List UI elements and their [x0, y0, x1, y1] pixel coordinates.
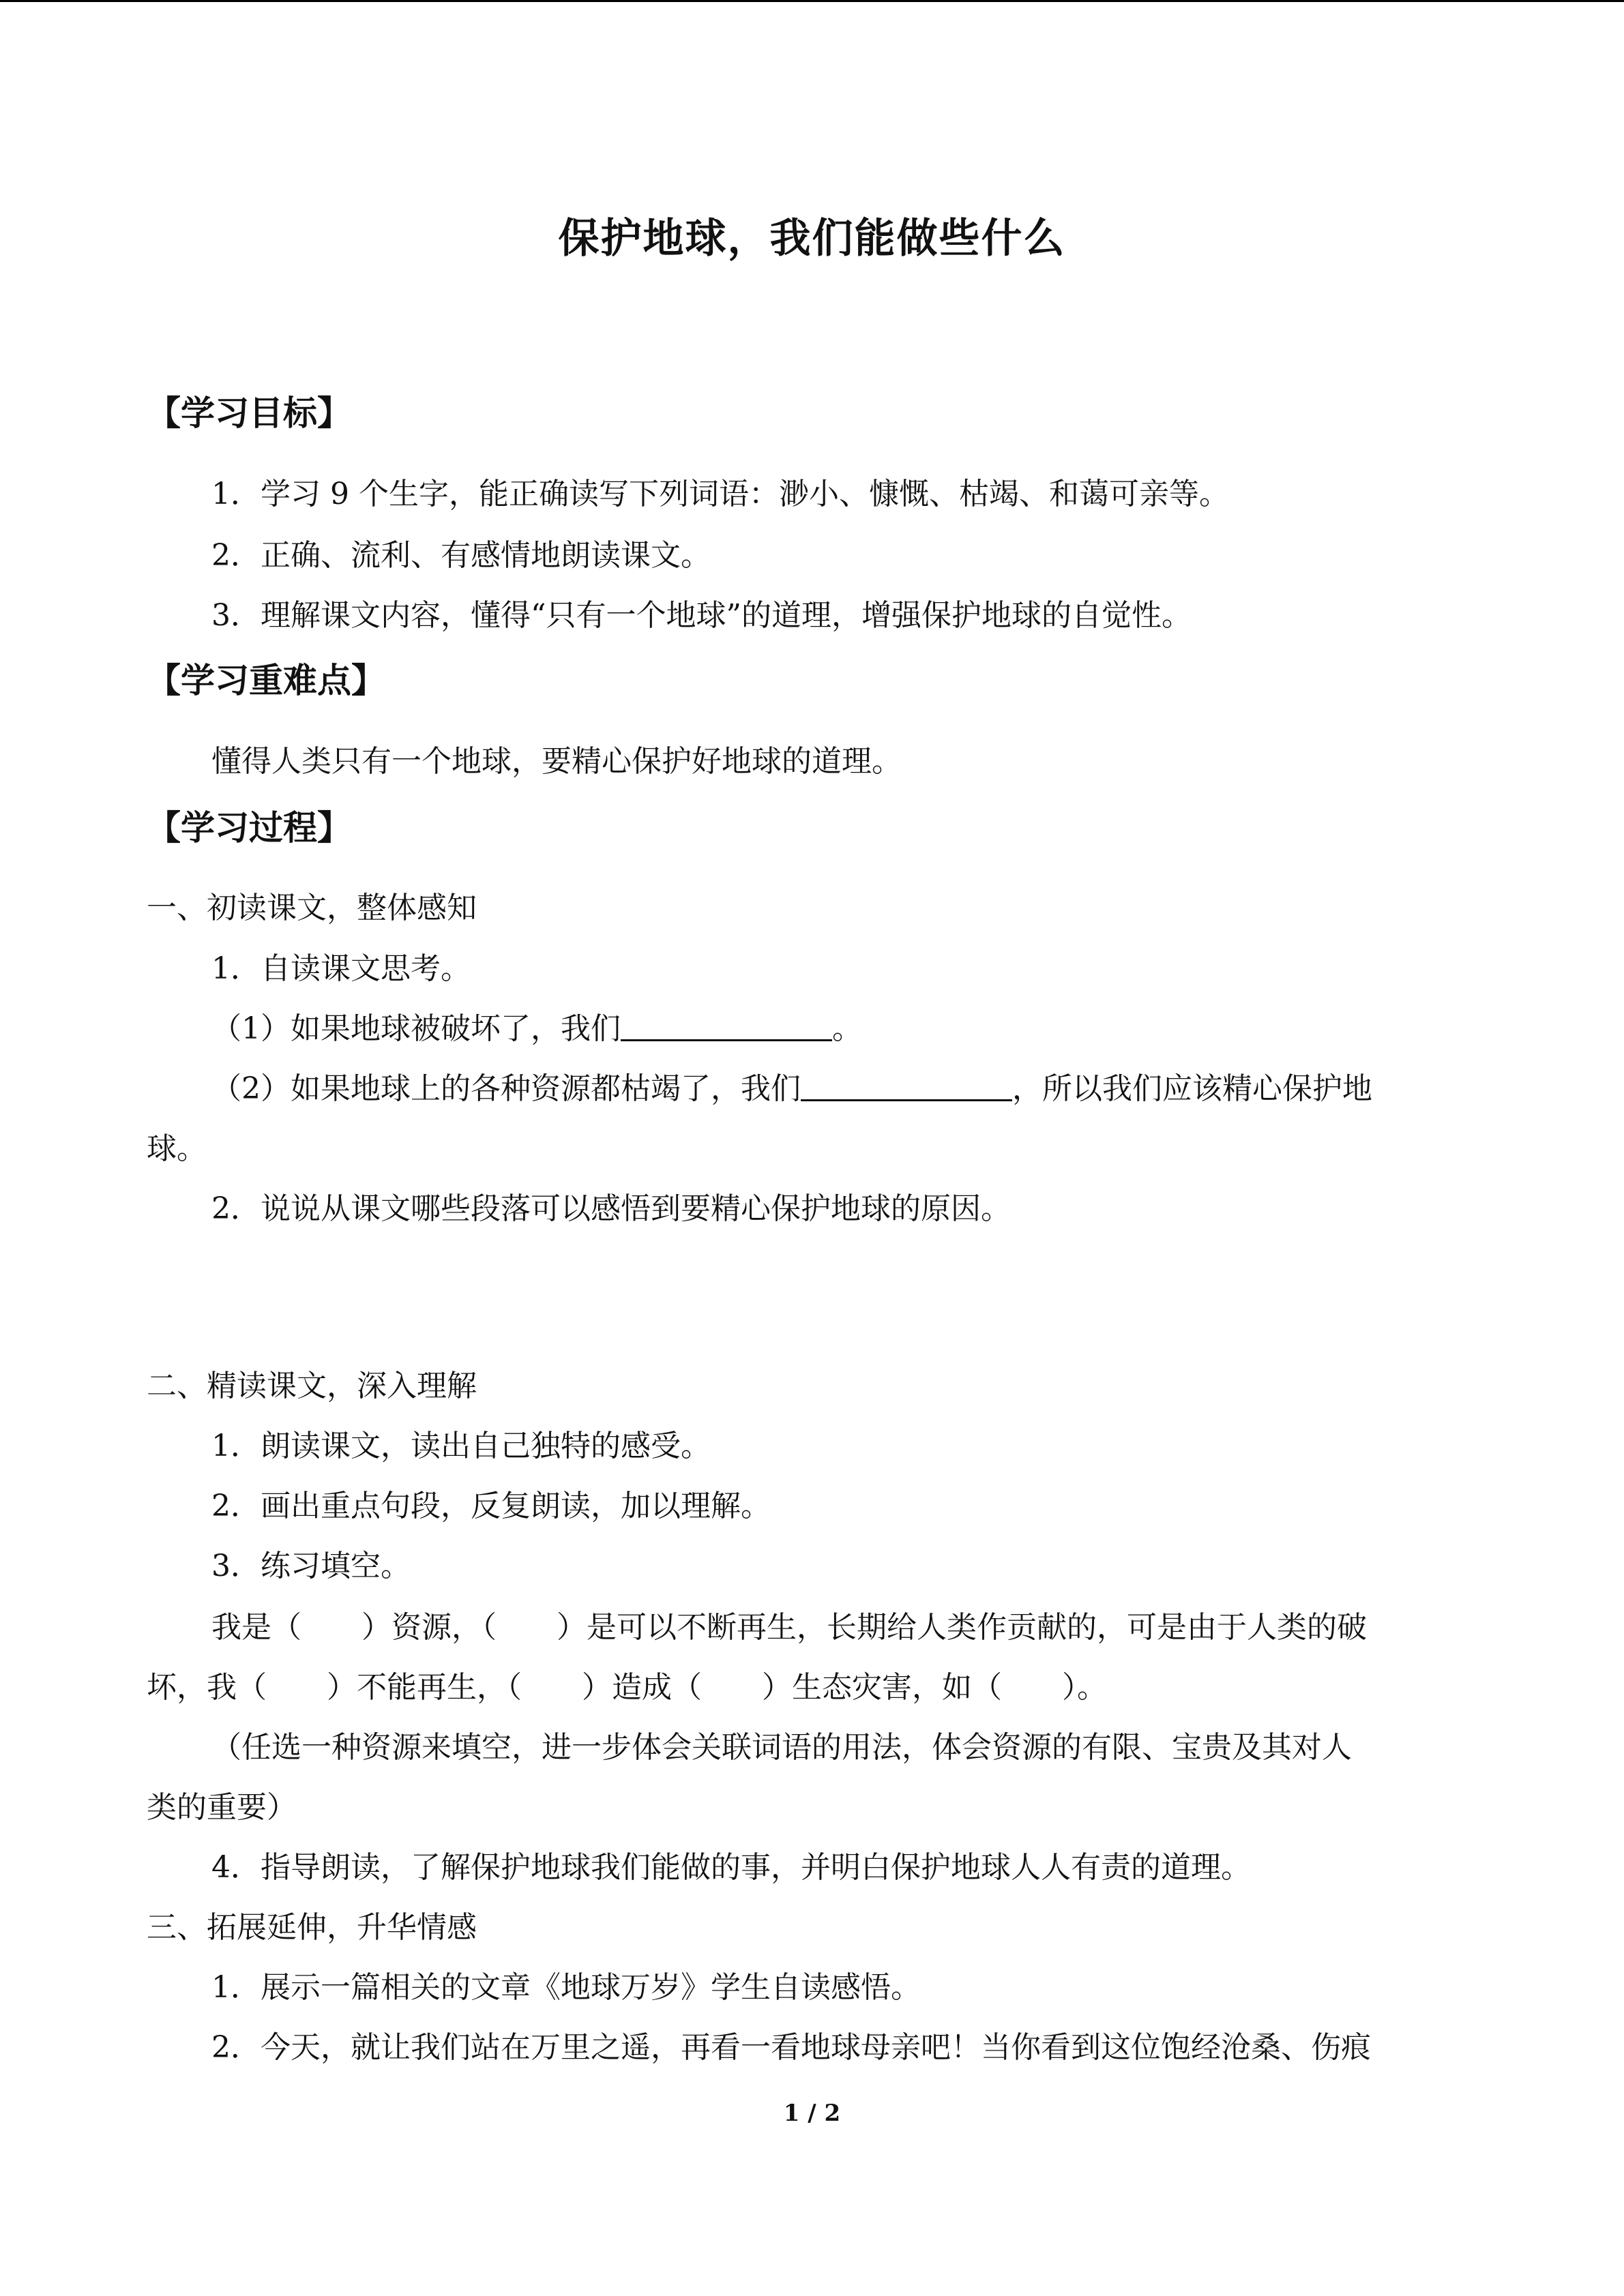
question-2-text: （2）如果地球上的各种资源都枯竭了，我们	[211, 1071, 801, 1106]
question-1-end: 。	[832, 1011, 862, 1046]
part1-heading: 一、初读课文，整体感知	[147, 891, 477, 925]
part3-item-2: 2．今天，就让我们站在万里之遥，再看一看地球母亲吧！当你看到这位饱经沧桑、伤痕	[211, 2030, 1371, 2065]
part1-item-1: 1．自读课文思考。	[211, 951, 471, 986]
note-line-1: （任选一种资源来填空，进一步体会关联词语的用法，体会资源的有限、宝贵及其对人	[211, 1730, 1352, 1765]
part2-heading: 二、精读课文，深入理解	[147, 1369, 477, 1403]
fill-in-line-1: 我是（ ）资源，（ ）是可以不断再生，长期给人类作贡献的，可是由于人类的破	[211, 1610, 1367, 1645]
part3-item-1: 1．展示一篇相关的文章《地球万岁》学生自读感悟。	[211, 1970, 921, 2005]
page-number: 1 / 2	[783, 2100, 841, 2127]
keypoints-heading: 【学习重难点】	[147, 661, 385, 700]
goal-item-1: 1．学习 9 个生字，能正确读写下列词语：渺小、慷慨、枯竭、和蔼可亲等。	[211, 477, 1229, 511]
process-heading: 【学习过程】	[147, 808, 351, 848]
answer-blank-1[interactable]	[621, 1007, 832, 1041]
part1-item-2: 2．说说从课文哪些段落可以感悟到要精心保护地球的原因。	[211, 1191, 1011, 1226]
goal-item-2: 2．正确、流利、有感情地朗读课文。	[211, 538, 711, 573]
part3-heading: 三、拓展延伸，升华情感	[147, 1910, 477, 1945]
question-2-end: ，所以我们应该精心保护地	[1012, 1071, 1372, 1106]
part2-item-1: 1．朗读课文，读出自己独特的感受。	[211, 1429, 711, 1463]
page-title: 保护地球，我们能做些什么	[558, 215, 1066, 263]
goals-heading: 【学习目标】	[147, 393, 351, 433]
note-line-2: 类的重要）	[147, 1790, 297, 1825]
goal-item-3: 3．理解课文内容，懂得“只有一个地球”的道理，增强保护地球的自觉性。	[211, 598, 1192, 633]
part2-item-4: 4．指导朗读，了解保护地球我们能做的事，并明白保护地球人人有责的道理。	[211, 1850, 1251, 1885]
question-1-text: （1）如果地球被破坏了，我们	[211, 1011, 621, 1046]
part1-question-1	[211, 1005, 862, 1053]
part2-item-3: 3．练习填空。	[211, 1549, 411, 1583]
keypoint-text: 懂得人类只有一个地球，要精心保护好地球的道理。	[211, 744, 902, 779]
answer-blank-2[interactable]	[801, 1067, 1012, 1101]
part2-item-2: 2．画出重点句段，反复朗读，加以理解。	[211, 1489, 771, 1523]
part1-question-2-cont: 球。	[147, 1131, 207, 1166]
part1-question-2	[211, 1065, 1372, 1113]
fill-in-line-2: 坏，我（ ）不能再生，（ ）造成（ ）生态灾害，如（ ）。	[147, 1670, 1107, 1705]
